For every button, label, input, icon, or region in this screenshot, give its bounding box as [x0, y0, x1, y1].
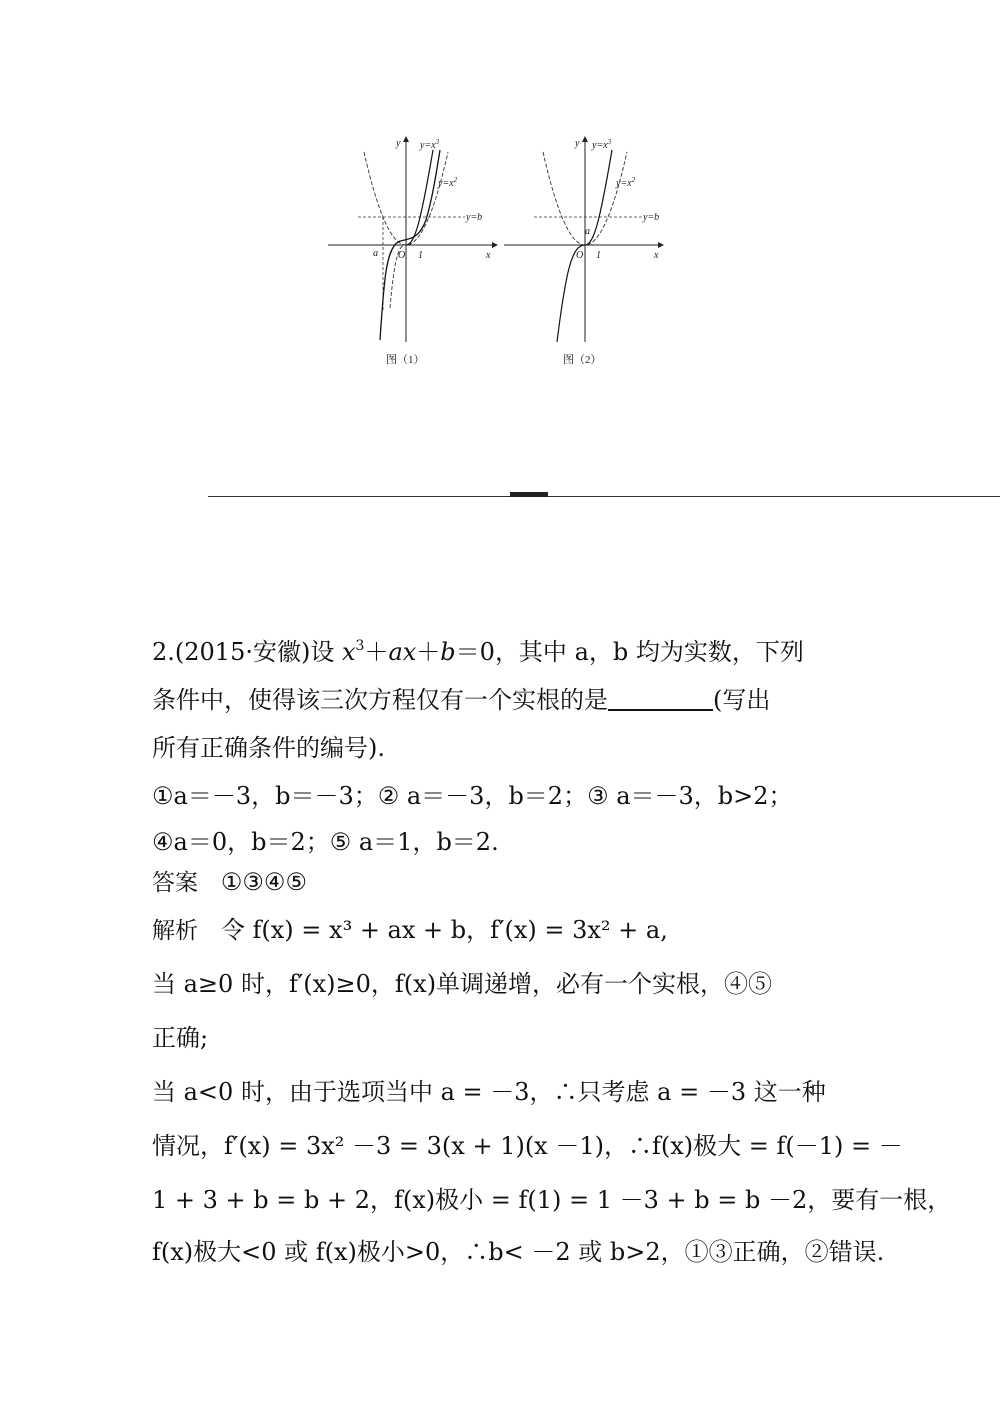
analysis-line-4: 当 a<0 时，由于选项当中 a = －3，∴只考虑 a = －3 这一种	[152, 1078, 826, 1106]
graph-figure	[320, 130, 680, 375]
analysis-line-7: f(x)极大<0 或 f(x)极小>0，∴b< －2 或 b>2，①③正确，②错误.	[152, 1238, 885, 1266]
fig2-caption: 图（2）	[563, 354, 602, 366]
figure-1	[328, 136, 498, 366]
fig1-cubic-solid	[406, 150, 433, 245]
answer-line	[152, 864, 307, 897]
answer-blank	[608, 687, 713, 711]
problem-line-3: 所有正确条件的编号).	[152, 734, 385, 762]
fig1-y-label: y	[396, 138, 401, 149]
fig2-cubic-label: $y=x^3$	[592, 138, 612, 151]
fig2-y-label: y	[575, 138, 580, 149]
fig2-quad-label: $y=x^2$	[616, 176, 636, 189]
fig2-one: 1	[596, 250, 601, 261]
fig2-a-label: a	[585, 226, 590, 237]
answer-label: 答案	[152, 870, 198, 896]
fig1-y-arrow	[403, 136, 409, 142]
fig1-origin: O	[398, 250, 406, 261]
answer-value: ①③④⑤	[220, 868, 307, 896]
analysis-line-3: 正确;	[152, 1024, 209, 1052]
divider-mark	[510, 492, 548, 497]
fig1-x-arrow	[492, 242, 498, 248]
fig1-b-label: y=b	[466, 212, 483, 223]
analysis-line-2: 当 a≥0 时，f′(x)≥0，f(x)单调递增，必有一个实根，④⑤	[152, 970, 773, 998]
figure-2	[504, 136, 664, 366]
analysis-line-5: 情况，f′(x) = 3x² －3 = 3(x + 1)(x －1)，∴f(x)极大 = f(－1) = －	[152, 1132, 903, 1160]
fig2-y-arrow	[582, 136, 588, 142]
fig1-cubic-label: $y=x^3$	[420, 138, 440, 151]
fig1-one: 1	[418, 250, 423, 261]
problem-line-1: 2.(2015·安徽)设 $x^3+ax+b=0$，其中 a，b 均为实数，下列	[152, 638, 804, 666]
section-divider	[208, 496, 1000, 497]
problem-line-4: ①a＝－3，b＝－3；② a＝－3，b＝2；③ a＝－3，b>2；	[152, 782, 793, 810]
analysis-line-6: 1 + 3 + b = b + 2，f(x)极小 = f(1) = 1 －3 + b = b －2，要有一根，	[152, 1186, 952, 1214]
fig2-x-label: x	[654, 250, 659, 261]
problem-line-5: ④a＝0，b＝2；⑤ a＝1，b＝2.	[152, 828, 499, 856]
fig2-b-label: y=b	[643, 212, 660, 223]
problem-line-2: 条件中，使得该三次方程仅有一个实根的是 (写出	[152, 686, 771, 714]
graphs-svg	[320, 130, 680, 375]
fig1-quad-label: $y=x^2$	[438, 176, 458, 189]
analysis-line-1: 解析 令 f(x) = x³ + ax + b，f′(x) = 3x² + a,	[152, 916, 668, 944]
fig1-x-label: x	[486, 250, 491, 261]
fig2-origin: O	[576, 250, 584, 261]
fig1-a-label: a	[373, 248, 378, 259]
fig2-x-arrow	[658, 242, 664, 248]
fig1-caption: 图（1）	[386, 354, 425, 366]
analysis-label: 解析	[152, 918, 198, 944]
